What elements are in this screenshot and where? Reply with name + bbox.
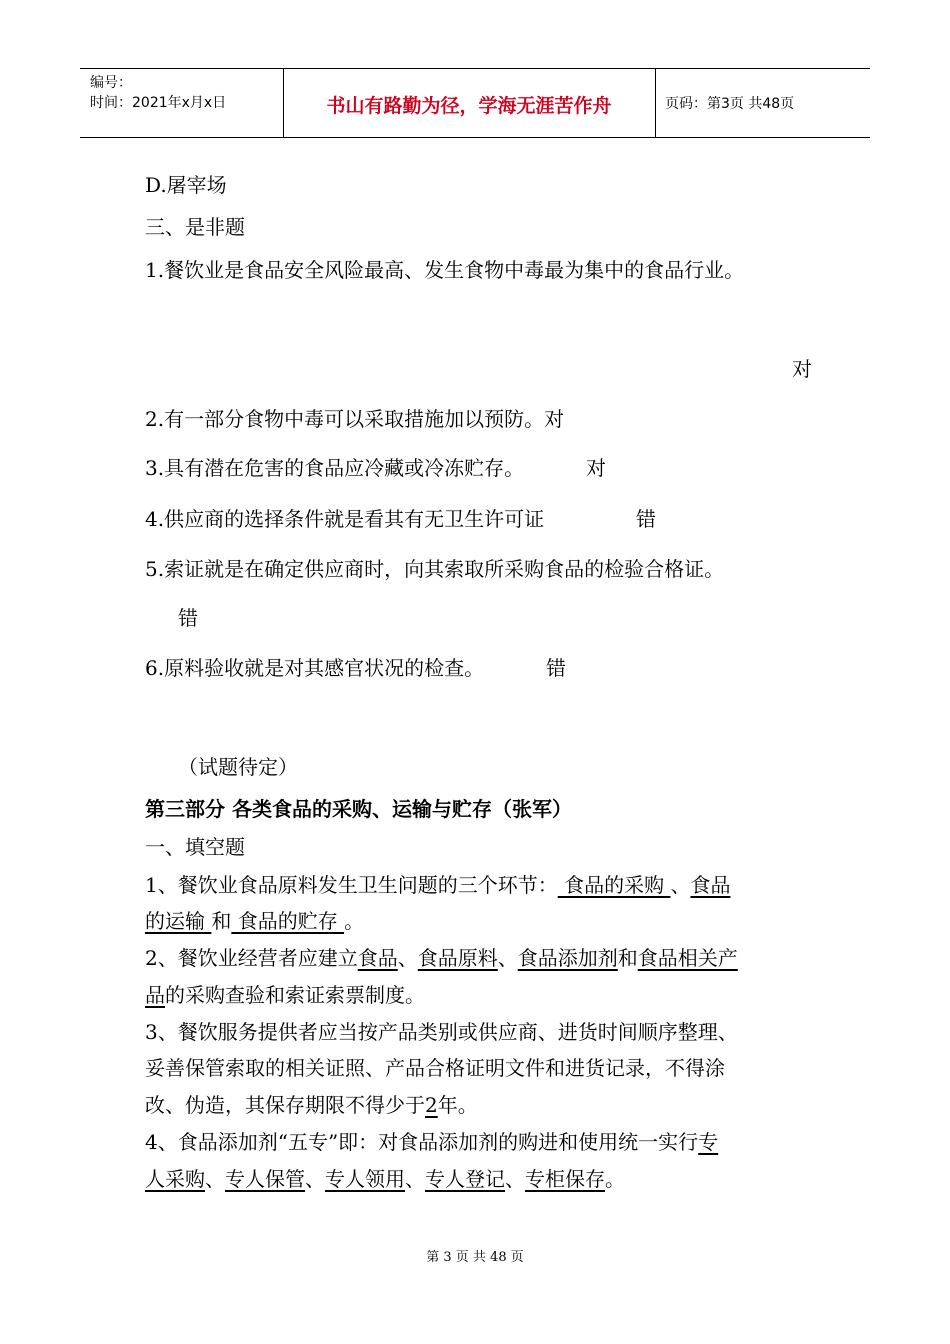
- q4-blank: 专人保管: [225, 1167, 305, 1191]
- page-footer: 第 3 页 共 48 页: [426, 1250, 524, 1265]
- q4-blank: 专人领用: [325, 1167, 405, 1191]
- tf-item-2: 2.有一部分食物中毒可以采取措施加以预防。对: [145, 407, 565, 431]
- header-page-label: 页码：第3页 共48页: [665, 96, 795, 112]
- q4-text: 4、食品添加剂“五专”即：对食品添加剂的购进和使用统一实行: [145, 1130, 699, 1154]
- q4-text: 、: [205, 1167, 225, 1191]
- q1-blank: 食品: [690, 873, 731, 897]
- q3-text: 改、伪造，其保存期限不得少于: [145, 1093, 425, 1117]
- q4-text: 。: [605, 1167, 625, 1191]
- q1-blank: 的运输: [145, 909, 212, 933]
- tf-item-6: 6.原料验收就是对其感官状况的检查。: [145, 656, 485, 680]
- tf-answer-3: 对: [586, 456, 606, 480]
- q2-blank: 品: [145, 983, 165, 1007]
- q2-text: 的采购查验和索证索票制度。: [165, 983, 425, 1007]
- q1-blank: 食品的采购: [557, 873, 671, 897]
- q4-text: 、: [405, 1167, 425, 1191]
- tf-answer-6: 错: [546, 656, 566, 680]
- q1-text: 1、餐饮业食品原料发生卫生问题的三个环节：: [145, 873, 558, 897]
- q4-blank: 专: [698, 1130, 719, 1154]
- q2-text: 和: [617, 946, 638, 970]
- q2-text: 、: [397, 946, 418, 970]
- q2-blank: 食品相关产: [637, 946, 738, 970]
- header-number: 编号：: [90, 75, 132, 91]
- q4-text: 、: [505, 1167, 525, 1191]
- part-title: 第三部分 各类食品的采购、运输与贮存（张军）: [145, 797, 572, 821]
- q1-text: 。: [344, 909, 365, 933]
- q4-text: 、: [305, 1167, 325, 1191]
- header-divider: [655, 69, 656, 137]
- q1-line2: [145, 907, 364, 935]
- q1-blank: 食品的贮存: [231, 909, 345, 933]
- tf-item-4: 4.供应商的选择条件就是看其有无卫生许可证: [145, 507, 545, 531]
- tf-item-5: 5.索证就是在确定供应商时，向其索取所采购食品的检验合格证。: [145, 557, 725, 581]
- header-meta: [90, 73, 226, 113]
- pending-note: （试题待定）: [178, 755, 298, 779]
- q2-line1: [145, 944, 738, 972]
- tf-answer-4: 错: [636, 507, 656, 531]
- q3-line2: 妥善保管索取的相关证照、产品合格证明文件和进货记录，不得涂: [145, 1056, 725, 1080]
- q2-blank: 食品原料: [417, 946, 498, 970]
- option-d: D.屠宰场: [145, 173, 227, 197]
- q2-line2: [145, 981, 425, 1009]
- q2-blank: 食品: [357, 946, 398, 970]
- header-time: 时间：2021年x月x日: [90, 95, 227, 111]
- q4-blank: 专柜保存: [525, 1167, 605, 1191]
- q4-line2: [145, 1165, 625, 1193]
- section-heading: 三、是非题: [145, 215, 245, 239]
- tf-answer-5: 错: [178, 606, 198, 630]
- q2-text: 、: [497, 946, 518, 970]
- q1-line1: [145, 871, 730, 899]
- q2-blank: 食品添加剂: [517, 946, 618, 970]
- q2-text: 2、餐饮业经营者应建立: [145, 946, 358, 970]
- part-subheading: 一、填空题: [145, 835, 245, 859]
- q4-blank: 人采购: [145, 1167, 205, 1191]
- header-motto: 书山有路勤为径，学海无涯苦作舟: [326, 95, 612, 117]
- q4-line1: [145, 1128, 718, 1156]
- q1-text: 和: [211, 909, 232, 933]
- tf-item-1: 1.餐饮业是食品安全风险最高、发生食物中毒最为集中的食品行业。: [145, 258, 745, 282]
- tf-answer-1: 对: [792, 357, 812, 381]
- page-header: [80, 68, 870, 138]
- q3-blank: 2: [425, 1093, 438, 1117]
- q3-line3: [145, 1091, 478, 1119]
- q4-blank: 专人登记: [425, 1167, 505, 1191]
- q3-text: 年。: [437, 1093, 478, 1117]
- tf-item-3: 3.具有潜在危害的食品应冷藏或冷冻贮存。: [145, 456, 525, 480]
- q3-line1: 3、餐饮服务提供者应当按产品类别或供应商、进货时间顺序整理、: [145, 1020, 738, 1044]
- q1-sep: 、: [670, 873, 691, 897]
